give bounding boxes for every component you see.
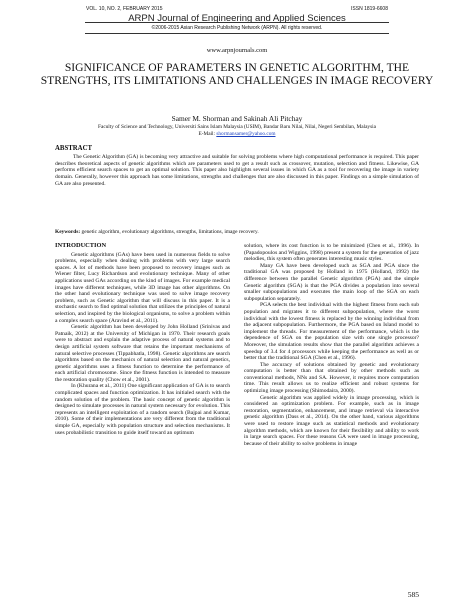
right-column	[244, 243, 419, 447]
email-label: E-Mail:	[198, 131, 217, 137]
volume-info: VOL. 10, NO. 2, FEBRUARY 2015	[86, 6, 163, 12]
paragraph: Genetic algorithms (GAs) have been used in numerous fields to solve problems, especially when dealing with problems with very large search spaces. A lot of methods have been proposed to recovery images such as Wiener filter, Lucy Richardson and evolutionary technique. Many of other applications used GAs according on the kind of images. For example medical images have different techniques, while 3D image has other algorithms. On the other hand evolutionary technique was used to solve image recovery problem, such as Genetic algorithm that will discuss in this paper. It is a stochastic search to find optimal solution that utilizes the principles of natural selection, and inspired by the biological organisms, to solve a problem within a complex search space (Aravind et al., 2011).	[55, 251, 230, 324]
introduction-heading: INTRODUCTION	[55, 242, 107, 249]
issn-info: ISSN 1819-6608	[351, 6, 388, 12]
left-column	[55, 243, 230, 436]
keywords-line	[55, 229, 419, 235]
paper-authors: Samer M. Shorman and Sakinah Ali Pitchay	[171, 114, 303, 123]
paragraph: PGA selects the best individual with the highest fitness from each sub population and migrates it to different subpopulation, where the worst individual with the lowest fitness is replaced by the winning individual from the adjacent subpopulation. Furthermore, the PGA based on Island model to implement the threads. For measurement of the performance, which is the dependence of SGA on the population size with one single processor? Moreover, the simulation results show that the parallel algorithm achieves a speedup of 3.4 for 4 processors while keeping the performance as well as or better that the traditional SGA (Chen et al., 1996).	[244, 302, 419, 362]
author-affiliation: Faculty of Science and Technology, Universiti Sains Islam Malaysia (USIM), Bandar Baru Nilai, Nilai, Negeri Sembilan, Malaysia	[98, 124, 376, 130]
paragraph: Genetic algorithm was applied widely in image processing, which is considered an optimization problem. For example, such as in image restoration, segmentation, enhancement, and image retrieval via interactive genetic algorithm (Dass et al., 2014). On the other hand, various algorithms were used to restore image such as statistical methods and evolutionary algorithm methods, which are known for their flexibility and ability to work in large search spaces. For these reasons GA were used in image processing, because of their ability to solve problems in image	[244, 394, 419, 447]
header-rule-bottom	[85, 33, 389, 34]
email-link[interactable]: shormansamer@yahoo.com	[216, 131, 276, 137]
journal-url[interactable]: www.arpnjournals.com	[206, 47, 268, 54]
author-email-line	[0, 131, 474, 137]
header-rule-top	[85, 22, 389, 23]
abstract-text: The Genetic Algorithm (GA) is becoming very attractive and suitable for solving problems where high computational performance is required. This paper describes theoretical aspects of genetic algorithms which are parameters used to get a result such as crossover, mutation, selection and fitness. Likewise, GA performs efficient search spaces to get an optimal solution. This paper also highlights several issues in which GA as a tool for recovering the image in variety domain. Generally, however this approach has some limitations, strengths and challenges that are also discussed in this paper. Findings on a simple simulation of GA are also presented.	[55, 154, 419, 187]
paper-title: SIGNIFICANCE OF PARAMETERS IN GENETIC ALGORITHM, THE STRENGTHS, ITS LIMITATIONS AND CHALLENGES IN IMAGE RECOVERY	[40, 61, 434, 87]
keywords-text: genetic algorithm, evolutionary algorithms, strengths, limitations, image recovery.	[80, 229, 259, 235]
page-number: 585	[407, 590, 419, 599]
copyright-notice: ©2006-2015 Asian Research Publishing Network (ARPN). All rights reserved.	[151, 25, 323, 31]
paragraph: In (Khurana et al., 2011) One significant application of GA is to search complicated spaces and function optimization. It has initialed search with the random solution of the problem. The basic concept of genetic algorithm is designed to simulate processes in natural system necessary for evolution. This represents an intelligent exploitation of a random search (Bajpai and Kumar, 2010). Some of their implementations are very different from the traditional simple GA, especially with population structure and selection mechanisms. It uses probabilistic transition to guide itself toward an optimum	[55, 383, 230, 436]
paragraph: Many GA have been developed such as SGA and PGA since the traditional GA was proposed by Holland in 1975 (Holland, 1992) the difference between the parallel Genetic algorithm (PGA) and the simple Genetic algorithm (SGA) is that the PGA divides a population into several smaller subpopulations and executes the main loop of the SGA on each subpopulation separately.	[244, 262, 419, 302]
paragraph: Genetic algorithm has been developed by John Holland (Srinivas and Patnaik, 2012) at the University of Michigan in 1970. Their research goals were to abstract and explain the adaptive process of natural systems and to design artificial system software that retains the important mechanisms of natural selective processes (Tippabhatla, 1998). Genetic algorithms are search algorithms based on the mechanics of natural selection and natural genetics, genetic algorithms uses a fitness function to determine the performance of each artificial chromosome. Since the fitness function is intended to measure the restoration quality (Chow et al., 2001).	[55, 324, 230, 383]
abstract-heading: ABSTRACT	[55, 145, 93, 152]
journal-title: ARPN Journal of Engineering and Applied Sciences	[128, 13, 346, 24]
paragraph: The accuracy of solutions obtained by genetic and evolutionary computation is better than that obtained by other methods such as conventional methods, NNs and SA. However, it requires more computation time. This result allows us to realize efficient and robust systems for optimizing image processing (Shimodaira, 2000).	[244, 361, 419, 395]
paragraph: solution, where its cost function is to be minimized (Chen et al., 1996). In (Papadopoulos and Wiggins, 1998) present a system for the generation of jazz melodies, this system often generates interesting music styles.	[244, 243, 419, 263]
keywords-label: Keywords:	[55, 229, 81, 235]
